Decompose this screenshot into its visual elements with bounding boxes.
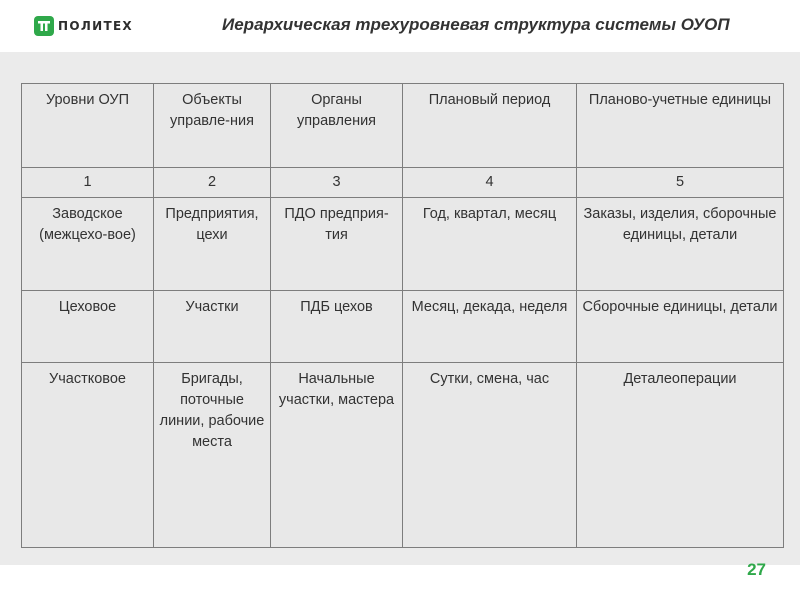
table-cell: Год, квартал, месяц [403,198,577,291]
table-header-row [22,84,784,168]
table-cell: Заводское (межцехо-вое) [22,198,154,291]
column-number-cell: 4 [403,168,577,198]
column-number-cell: 1 [22,168,154,198]
column-number-cell: 2 [154,168,271,198]
ouop-structure-table [21,83,784,548]
header-cell-units: Планово-учетные единицы [577,84,784,168]
table-cell: Участковое [22,363,154,548]
logo-text: ПОЛИТЕХ [58,19,133,33]
table-cell: Месяц, декада, неделя [403,291,577,363]
politech-logo-icon [34,16,54,36]
table-cell: Деталеоперации [577,363,784,548]
page-number: 27 [747,560,766,579]
table-cell: Бригады, поточные линии, рабочие места [154,363,271,548]
page-title: Иерархическая трехуровневая структура системы ОУОП [222,15,730,34]
footer-bar [0,565,800,600]
table-cell: ПДО предприя-тия [271,198,403,291]
header-cell-bodies: Органы управления [271,84,403,168]
header-cell-levels: Уровни ОУП [22,84,154,168]
table-cell: ПДБ цехов [271,291,403,363]
header-bar [0,0,800,52]
table-cell: Участки [154,291,271,363]
table-cell: Начальные участки, мастера [271,363,403,548]
table-row [22,198,784,291]
table-row [22,363,784,548]
column-number-row [22,168,784,198]
column-number-cell: 3 [271,168,403,198]
table-cell: Заказы, изделия, сборочные единицы, детали [577,198,784,291]
table-row [22,291,784,363]
column-number-cell: 5 [577,168,784,198]
table-cell: Сборочные единицы, детали [577,291,784,363]
table-cell: Цеховое [22,291,154,363]
header-cell-period: Плановый период [403,84,577,168]
logo [34,14,133,38]
table-cell: Предприятия, цехи [154,198,271,291]
table-cell: Сутки, смена, час [403,363,577,548]
header-cell-objects: Объекты управле-ния [154,84,271,168]
